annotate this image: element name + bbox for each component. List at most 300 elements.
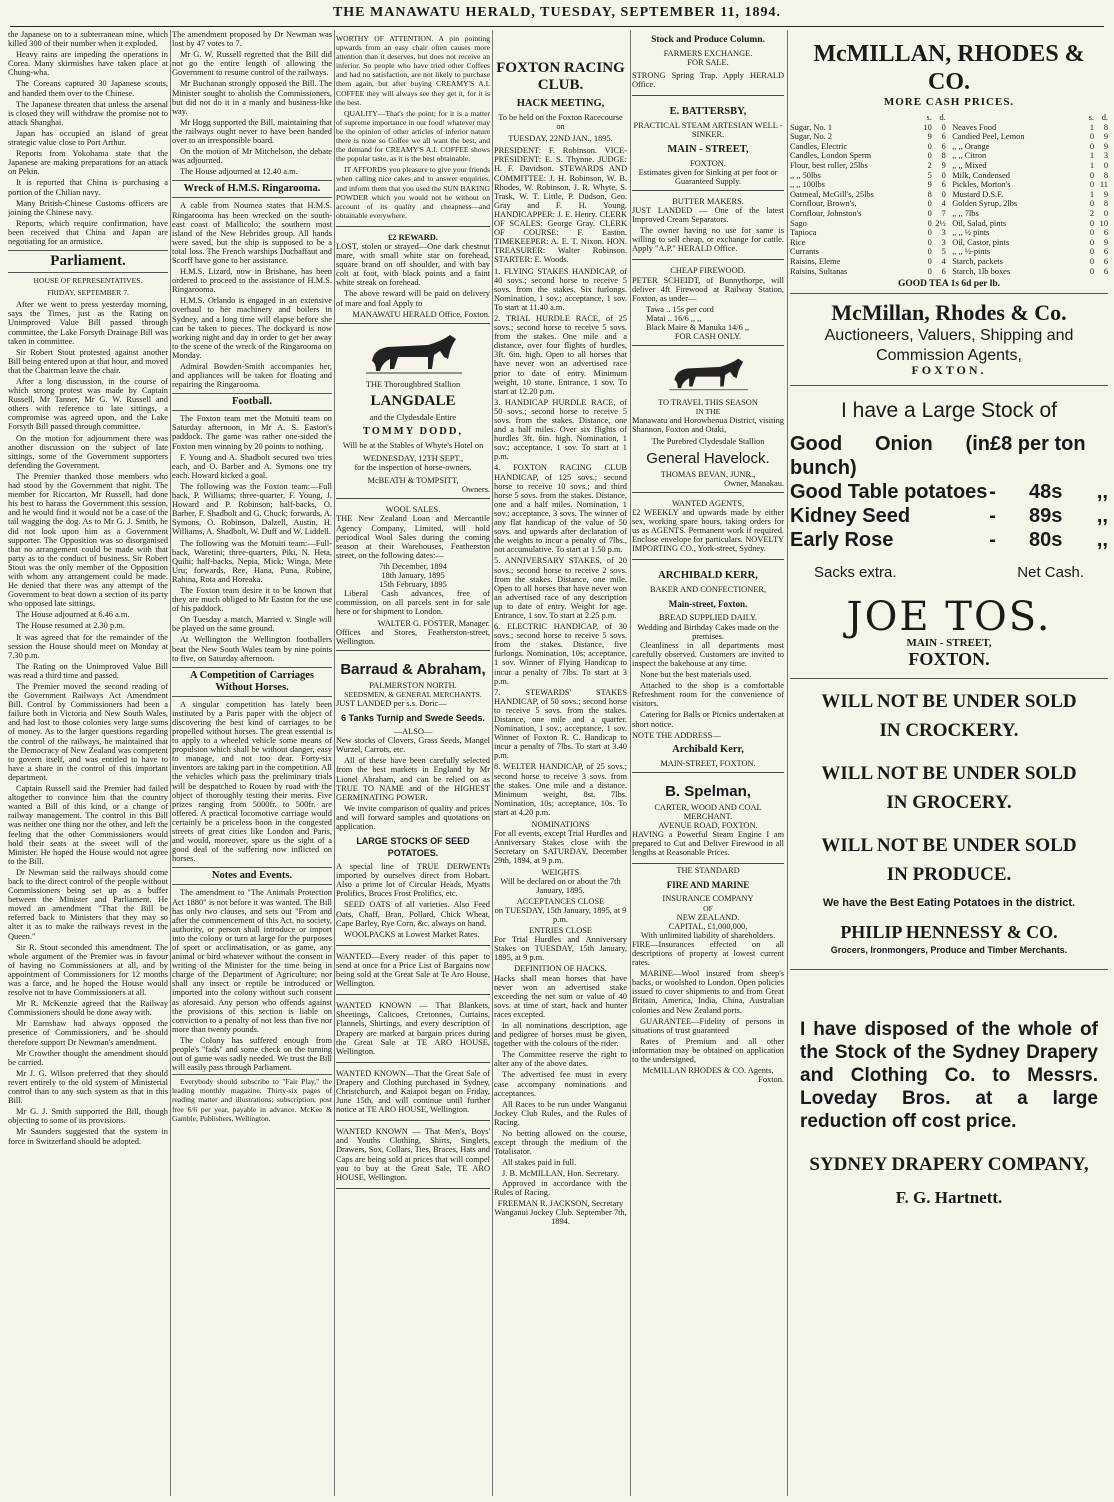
advert-text: PALMERSTON NORTH. [369,680,457,690]
price-item: ,, ,, ½-pints [952,247,991,257]
advert-text: To be held on the Foxton Racecourse on [498,113,623,132]
subheading: FARMERS EXCHANGE. [663,49,753,58]
ditto-mark: ,, [1096,481,1108,504]
article-paragraph: Reports, which require confirmation, have been received that China and Japan are negotiating for an armistice. [8,218,168,246]
article-paragraph: At Wellington the Wellington footballers beat the New South Wales team by nine points to five, on Saturday afternoon. [172,635,332,663]
price-pence: 5 [941,247,946,257]
advert-text: FOXTON. [908,648,990,669]
price-shillings: 8 [927,189,932,199]
advert-text: Archibald Kerr, [672,743,744,755]
advert-text: MARINE—Wool insured from sheep's backs, or woolshed to London. Open policies issued to cover shipments to and from Great Britain, America, India, China, Australian colonies and New Zealand ports. [632,969,784,1015]
price-item: Cornflour, Johnston's [790,209,862,219]
wanted-advert [336,997,490,1063]
dash-separator: - [989,529,996,552]
section-heading: Football. [172,393,332,411]
price-pence: 3 [941,237,946,247]
advert-text: Catering for Balls or Picnics undertaken at short notice. [632,710,784,729]
price-row [952,161,1108,171]
article-paragraph: The amendment proposed by Dr Newman was lost by 47 votes to 7. [172,30,332,49]
article-paragraph: Sir Robert Stout protested against another Bill being entered upon at that hour, and moved that the Chairman leave the chair. [8,347,168,375]
article-paragraph: Mr Saunders suggested that the system in force in Switzerland should be adopted. [8,1127,168,1146]
price-item: Oil, Salad, pints [952,218,1007,228]
section-heading: A Competition of Carriages Without Horses. [172,667,332,697]
produce-price: £8 per ton [990,433,1086,456]
agents-advert [632,495,784,561]
ditto-mark: ,, [1096,505,1108,528]
produce-item: Kidney Seed [790,505,911,528]
advert-text: IN THE [695,407,721,417]
advert-text: 15th February, 1895 [379,580,447,590]
price-row [790,228,946,238]
advert-text: McBEATH & TOMPSITT, [367,476,459,486]
advert-text: 7th December, 1894 [379,561,447,571]
advert-text: Owner, Manakau. [724,478,784,488]
race-entry: 8. WELTER HANDICAP, of 25 sovs.; second horse to receive 3 sovs. from the stakes. One mile and a distance. Minimum weight, 8st. 7lbs. Nomination, 10s; acceptance, 10s. To start at 4.20 p.m. [494,762,627,817]
advert-text: The Purebred Clydesdale Stallion [651,436,765,446]
advert-heading: E. BATTERSBY, [669,106,747,118]
price-pence: 10 [1099,218,1108,228]
advert-heading: WANTED AGENTS, [671,498,745,508]
insurance-advert [632,866,784,1084]
price-pence: 8 [941,151,946,161]
terms-row [790,552,1108,582]
advert-text: FIRE—Insurances effected on all descriptions of property at lowest current rates. [632,939,784,968]
price-pence: 4 [941,199,946,209]
advert-text: and the Clydesdale Entire [369,412,457,422]
price-pence: 0 [1103,161,1108,171]
article-paragraph: The Premier thanked those members who had stood by the Government that night. The member for Riccarton, Mr Russell, had done his best to harass the Government this session, and he would find it would not be a case of the tail wagging the dog. As to Mr G. J. Smith, he did not look upon him as a Government supporter. The Opposition was so disorganised that no arrangement could be made with that party as to the conduct of business. Sir Robert Stout was the only member of the Opposition with whom any arrangement could be made. He denied that there was any attempt of the Government to beat down a section of its party who opposed late sittings. [8,471,168,609]
article-paragraph: On the motion of Mr Mitchelson, the debate was adjourned. [172,147,332,166]
price-row [952,209,1108,219]
price-row: Matai .. 16/6 ,, ,, [646,313,702,323]
price-pence: 6 [1103,228,1108,238]
advert-text: LARGE STOCKS OF SEED POTATOES. [356,836,470,859]
advert-heading: BUTTER MAKERS. [672,196,744,206]
masthead: THE MANAWATU HERALD, TUESDAY, SEPTEMBER 11, 1894. [332,5,782,20]
article-paragraph: The House adjourned at 12.40 a.m. [180,167,298,177]
advert-text: Offices and Stores, Featherston-street, Wellington. [336,627,490,646]
price-pence: 9 [1103,132,1108,142]
advert-heading: I have a Large Stock of [841,399,1057,423]
price-pence: 6 [1103,247,1108,257]
column-5 [632,30,784,1496]
price-row [790,151,946,161]
price-shillings: 0 [1089,218,1094,228]
price-shillings: 0 [927,266,932,276]
advert-text: £2 WEEKLY and upwards made by either sex, working spare hours, taking orders for us as AGENTS. Permanent work if required. Enclose envelope for particulars. NOVELTY IMPORTING CO., York-street, Sydney. [632,507,784,554]
advert-text: FOXTON. [911,363,987,378]
advert-text: NEW ZEALAND. [676,912,740,922]
advert-heading: NOMINATIONS [531,820,590,830]
price-item: ,, ,, 100lbs [790,180,825,190]
article-paragraph: Heavy rains are impeding the operations in Corea. Many skirmishes have taken place at Chung-wha. [8,50,168,78]
pence-header: d. [1101,113,1108,123]
advert-text: CAPITAL, £1,000,000, [668,921,748,931]
stallion-name: TOMMY DODD, [362,425,464,437]
advert-text: For Trial Hurdles and Anniversary Stakes on TUESDAY, 15th January, 1895, at 9 p.m. [494,935,627,963]
price-item: Neaves Food [952,122,997,132]
price-item: ,, ,, 7lbs [952,209,979,219]
article-paragraph: Mr G. J. Smith supported the Bill, though objecting to some of its provisions. [8,1107,168,1126]
advert-text: The advertised fee must in every case accompany nominations and acceptances. [494,1070,627,1098]
advert-heading: PHILIP HENNESSY & CO. [840,921,1058,942]
advert-text: Attached to the shop is a comfortable Refreshment room for the convenience of visitors. [632,681,784,709]
price-row [790,209,946,219]
price-shillings: 9 [927,180,932,190]
price-item: ,, ,, Mixed [952,161,987,171]
price-item: ,, ,, ½ pints [952,228,990,238]
top-rule [10,26,1104,27]
produce-price-row [790,504,1108,528]
wanted-advert [336,1123,490,1189]
advert-text: We invite comparison of quality and prices and will forward samples and quotations on application. [336,803,490,831]
advert-text: NOTE THE ADDRESS— [632,730,721,740]
advert-heading: FOXTON RACING CLUB. [496,60,625,93]
price-shillings: 0 [927,228,932,238]
advert-text: PRACTICAL STEAM ARTESIAN WELL - SINKER. [633,121,783,140]
price-shillings: 0 [1089,247,1094,257]
advert-text: Will be declared on or about the 7th January, 1895. [500,876,621,895]
price-row [790,190,946,200]
advert-text: Cleanliness in all departments most carefully observed. Customers are invited to inspect the bakehouse at any time. [632,640,784,668]
article-paragraph: A cable from Noumea states that H.M.S. Ringarooma has been wrecked on the south-east coast of Mallicolo; the southern most island of the New Hebrides group. All hands were saved, but the ship is supposed to be a total loss. The French warships Duchaffaut and Scorff have gone to her assistance. [172,201,332,265]
price-shillings: 5 [927,170,932,180]
advert-text: For all events, except Trial Hurdles and Anniversary Stakes close with the Secretary on SATURDAY, December 29th, 1894, at 9 p.m. [494,829,627,866]
price-item: Raisins, Sultanas [790,266,848,276]
advert-text: THE Thoroughbred Stallion [365,379,461,389]
produce-item: Good Table potatoes [790,481,988,504]
price-pence: 6 [941,141,946,151]
produce-price-row [790,432,1108,480]
shillings-header: s. [1088,113,1094,123]
price-shillings: 1 [1089,122,1094,132]
advert-heading: CHEAP FIREWOOD. [670,266,746,276]
produce-price-row [790,528,1108,552]
advert-text: Owners. [461,485,490,495]
race-entry: 3. HANDICAP HURDLE RACE, of 50 sovs.; second horse to receive 5 sovs. from the stakes. Distance, one and a half miles. Over six flights of hurdles 3ft. 6in. high. Nomination, 1 sov.; acceptance, 1 sov. To start at 1 p.m. [494,397,627,462]
advert-text: Main-street, Foxton. [668,599,748,610]
article-paragraph: The Japanese threaten that unless the arsenal is closed they will withdraw the promise not to attack Shanghai. [8,99,168,127]
advert-text: INSURANCE COMPANY [662,894,754,904]
article-paragraph: The Coreans captured 30 Japanese scouts, and handed them over to the Chinese. [8,79,168,98]
dash-separator: - [989,505,996,528]
price-table-left [790,113,946,276]
section-heading: Parliament. [8,250,168,273]
price-row [790,161,946,171]
stallion-name: General Havelock. [646,449,770,467]
advert-text: JUST LANDED per s.s. Doric— [336,698,447,708]
price-shillings: 0 [927,257,932,266]
price-row [790,132,946,142]
advert-text: WOOLPACKS at Lowest Market Rates. [344,929,480,939]
advert-heading: ARCHIBALD KERR, [658,570,758,582]
price-item: ,, ,, Citron [952,151,987,161]
shillings-header: s. [926,113,932,123]
advert-heading: JOE TOS. [846,594,1052,641]
advert-heading: McMillan, Rhodes & Co. [831,300,1067,326]
advert-text: Grocers, Ironmongers, Produce and Timber Merchants. [830,944,1068,955]
advert-text: McMILLAN RHODES & CO. Agents, [642,1066,774,1076]
price-shillings: 9 [927,132,932,142]
price-row [952,142,1108,152]
pence-header: d. [939,113,946,123]
advert-text: WALTER G. FOSTER, Manager. [377,618,490,628]
column-divider [170,30,171,1496]
price-shillings: 0 [927,237,932,247]
price-row [952,199,1108,209]
advert-text: OF [703,903,713,913]
advert-text: I have disposed of the whole of the Stock of the Sydney Drapery and Clothing Co. to Messrs. Loveday Bros. at a large reduction off cost price. [800,1018,1098,1132]
price-pence: 0 [941,189,946,199]
price-pence: 9 [1103,189,1108,199]
price-pence: 3 [941,228,946,238]
advert-heading: WEIGHTS [541,867,580,877]
price-item: Candied Peel, Lemon [952,132,1025,142]
price-pence: 8 [1103,122,1108,132]
price-row [790,142,946,152]
price-item: Sago [790,218,807,228]
advert-heading: HACK MEETING, [516,98,605,109]
article-paragraph: Reports from Yokohama state that the Japanese are making preparations for an attack on Pekin. [8,149,168,177]
article-paragraph: Many British-Chinese Customs officers are joining the Chinese navy. [8,198,168,217]
produce-price: 48s [1029,481,1063,504]
advert-text: Liberal Cash advances, free of commission, on all parcels sent in for sale here or for shipment to London. [336,589,490,617]
produce-price: 80s [1029,529,1063,552]
article-paragraph: Mr Hogg supported the Bill, maintaining that the railways ought never to have been handed over to an irresponsible board. [172,117,332,146]
price-shillings: 0 [927,141,932,151]
horse-illustration [358,333,468,377]
article-paragraph: F. Young and A. Shadbolt secured two tries each, and O. Barber and A. Symons one try each. Howard kicked a goal. [172,452,332,480]
advert-text: New stocks of Clovers, Grass Seeds, Mangel Wurzel, Carrots, etc. [336,736,490,755]
advert-heading: DEFINITION OF HACKS. [514,964,607,974]
article-paragraph: The following was the Motuiti team:—Full-back, Waretini; three-quarters, Piki, N. Heta, Quihi; half-backs, Nepia, Mick; Winga, Mete Uru; forwards, Ree, Hana, Puna, Rubine, Rahina, Rota and Horeaka. [172,538,332,584]
article-paragraph: Mr G. W. Russell regretted that the Bill did not go the entire length of allowing the Government to resume control of the railways. [172,50,332,78]
firewood-advert [632,262,784,346]
price-row [952,267,1108,277]
ditto-mark: ,, [1096,529,1108,552]
price-shillings: 1 [1089,189,1094,199]
price-item: Pickles, Morton's [952,180,1011,190]
advert-text: MAIN - STREET, [906,637,992,650]
price-item: Candles, Electric [790,141,848,151]
advert-text: PETER SCHEIDT, of Bunnythorpe, will deliver 4ft Firewood at Railway Station, Foxton, as under— [632,275,784,303]
column-divider [492,30,493,1496]
section-heading: Stock and Produce Column. [651,35,765,45]
advert-text: Wedding and Birthday Cakes made on the premises. [637,622,779,641]
advert-heading: WILL NOT BE UNDER SOLD IN CROCKERY. [821,690,1077,741]
price-pence: 9 [941,161,946,171]
spelman-advert [632,775,784,865]
column-divider [334,30,335,1496]
price-pence: 6 [1103,266,1108,276]
column-2 [172,30,332,1496]
article-paragraph: It was agreed that for the remainder of the session the House should meet on Monday at 7.30 p.m. [8,632,168,660]
article-paragraph: Captain Russell said the Premier had failed altogether to convince him that the country wanted a Bill of this kind, or a change of railway management. The control in this Bill was neither one thing nor the other, and left the feeling that the other Commissioners would hold their seats at the sweet will of the Minister. He hoped the House would not agree to the Bill. [8,784,168,866]
advert-text: Rates of Premium and all other information may be obtained on application to the undersigned, [632,1036,784,1065]
price-row [790,199,946,209]
price-item: Starch, 1lb boxes [952,266,1011,276]
price-item: Mustard D.S.F. [952,189,1004,199]
advert-text: SEEDSMEN, & GENERAL MERCHANTS. [344,689,482,699]
price-shillings: 0 [1089,266,1094,276]
price-pence: 9 [1103,141,1108,151]
advert-text: for the inspection of horse-owners. [354,463,472,473]
advert-text: BAKER AND CONFECTIONER, [649,585,767,595]
article-paragraph: It is reported that China is purchasing a portion of the Chilian navy. [8,178,168,197]
race-entry: 1. FLYING STAKES HANDICAP, of 40 sovs.; second horse to receive 5 sovs. from the stakes. Six furlongs. Nomination, 1 sov.; acceptance, 1 sov. To start at 11.40 a.m. [494,266,627,312]
advert-heading: ACCEPTANCES CLOSE [516,896,605,906]
article-paragraph: The Foxton team desire it to be known that they are much obliged to Mr Easton for the use of his paddock. [172,585,332,614]
price-row [790,219,946,229]
section-heading: Notes and Events. [172,867,332,885]
article-paragraph: Japan has occupied an island of great strategic value close to Port Arthur. [8,128,168,148]
advert-text: WANTED KNOWN—That the Great Sale of Drapery and Clothing purchased in Sydney, Christchurch, and Kaiapoi began on Friday, June 15th, and will continue until further notice at TE ARO HOUSE, Wellington. [336,1068,490,1115]
price-pence: 8 [1103,170,1108,180]
price-row [952,228,1108,238]
advert-text: THE STANDARD [676,866,740,876]
dash-separator: - [989,481,996,504]
advert-text: MANAWATU HERALD Office, Foxton. [352,309,490,319]
signature: J. B. McMILLAN, Hon. Secretary. [502,1169,619,1179]
price-table-right [952,113,1108,276]
advert-heading: WOOL SALES. [385,505,441,515]
article-paragraph: Dr Newman said the railways should come back to the direct control of the people without Commissioners being set up as a buffer between the Minister and Parliament. He moved an amendment "That the Bill be referred back to Ministers that they may so alter it as to make the railways revest in the Queen." [8,867,168,941]
advert-heading: WILL NOT BE UNDER SOLD IN PRODUCE. [821,834,1077,885]
article-paragraph: Mr J. G. Wilson preferred that they should revert entirely to the old system of Ministerial control than to any such system as that in this Bill. [8,1068,168,1106]
advert-text: None but the best materials used. [640,670,752,680]
price-row [790,267,946,277]
price-shillings: 0 [927,209,932,219]
price-item: Golden Syrup, 2lbs [952,199,1018,209]
price-item: ,, ,, Orange [952,141,990,151]
price-item: Flour, best roller, 25lbs [790,161,868,171]
advert-text: The above reward will be paid on delivery of mare and foal Apply to [336,289,490,308]
price-pence: 8 [1103,199,1108,209]
race-entry: 2. TRIAL HURDLE RACE, of 25 sovs.; second horse to receive 5 sovs. from the stakes. One mile and a distance, over four flights of hurdles, 3ft. 6in. high. Open to all horses that have never won an advertised race prior to date of entry. Minimum weight, 10 stone. Entrance, 1 sov. To start at 12.20 p.m. [494,313,627,396]
advert-text: In all nominations description, age and pedigree of horses must be given, together with the colours of the rider. [494,1021,627,1049]
article-paragraph: On the motion for adjournment there was another discussion on the subject of late sittings, some of the Government supporters defending the Government. [8,433,168,470]
article-paragraph: A singular competition has lately been instituted by a Paris paper with the object of discovering the best kind of carriages to be propelled without horses. The great essential is to apply to a wheeled vehicle some means of propulsion which shall be without danger, easy to manage, and not too dear. Forty-six inventors are taking part in the competition. All the vehicles which pass the preliminary trials will be despatched to Rouen by road with the object of thoroughly testing their merits. Five prizes ranging from 5000fr. to 500fr. are offered. A practical locomotive carriage would certainly be a priceless boon in the congested streets of great cities like London and Paris, and would, moreover, spare us the sight of a good deal of the suffering now inflicted on horses. [172,699,332,864]
wanted-advert [336,1065,490,1121]
price-shillings: 1 [1089,161,1094,171]
article-paragraph: Everybody should subscribe to "Fair Play," the leading monthly magazine. Thirty-six pages of reading matter and illustrations; subscription, post free 6/6 per year, payable in advance. McKee & Gamble, Publishers, Wellington. [172,1074,332,1122]
price-row [952,180,1108,190]
advert-text: Net Cash. [1017,564,1084,582]
advert-text: All Races to be run under Wanganui Jockey Club Rules, and the Rules of Racing. [494,1099,627,1127]
price-row [952,151,1108,161]
price-shillings: 0 [1089,199,1094,209]
price-pence: 4 [941,257,946,266]
produce-advert [790,385,1108,669]
price-item: Milk, Condensed [952,170,1010,180]
advert-text: No betting allowed on the course, except through the medium of the Totalisator. [494,1129,627,1157]
advert-text: GUARANTEE—Fidelity of persons in situations of trust guaranteed [632,1016,784,1035]
advert-text: MAIN-STREET, FOXTON. [660,758,756,768]
price-lists [790,113,1108,276]
column-1 [8,30,168,1496]
race-entry: 5. ANNIVERSARY STAKES, of 20 sovs.; second horse to receive 2 sovs. from the stakes. Distance, one mile. Open to all horses that have never won an advertised race of any description up to date of entry. Weight for age. Entrance, 1 sov. To start at 2.25 p.m. [494,556,627,620]
advert-text: A special line of TRUE DERWENTs imported by ourselves direct from Hobart. Also a prime lot of Circular Heads, Myatts Prolifics, Bruces Frost Prolifics, etc. [336,862,490,899]
article-paragraph: The Colony has suffered enough from people's "fads" and some check on the turning out of game was sadly needed. We trust the Bill will easily pass through Parliament. [172,1035,332,1073]
stallion-advert [632,348,784,493]
advert-text: We have the Best Eating Potatoes in the district. [822,896,1076,909]
advert-text: FOR CASH ONLY. [674,332,742,342]
advert-text: The Committee reserve the right to alter any of the above dates. [494,1050,627,1069]
price-pence: 3 [1103,151,1108,161]
advert-subheading: MORE CASH PRICES. [883,96,1015,108]
article-paragraph: Mr Buchanan strongly opposed the Bill. The Minister sought to abolish the Commissioners, but did not do it in a manly and business-like way. [172,79,332,116]
advert-heading: McMILLAN, RHODES & CO. [813,41,1085,95]
date-line: FRIDAY, SEPTEMBER 7. [47,288,129,298]
price-row [952,238,1108,248]
article-paragraph: The House resumed at 2.30 p.m. [16,621,125,631]
signature: FREEMAN R. JACKSON, Secretary Wanganui Jockey Club. September 7th, 1894. [494,1198,627,1226]
advert-text: 6 Tanks Turnip and Swede Seeds. [341,713,485,724]
price-item: Oatmeal, McGill's, 25lbs [790,189,874,199]
advert-text: Foxton. [758,1075,784,1085]
race-entry: 7. STEWARDS' STAKES HANDICAP, of 50 sovs.; second horse to receive 5 sovs. from the stakes. Distance, one mile and a quarter. Nomination, 1 sov.; acceptance, 1 sov. Winner of Foxton R. C. Handicap to incur a penalty of 7lbs. To start at 3.40 p.m. [494,687,627,761]
article-paragraph: The amendment to "The Animals Protection Act 1880" is not before it was wanted. The Bill has only two clauses, and sets out "From and after the commencement of this Act, no society, authority, or person shall introduce or import into the colony or turn at large for the purposes of sport or acclimatisation, or as game, any animal or bird whatever without the consent in writing of the Minister for the time being in charge of the Department of Agriculture; nor shall any insect or reptile be introduced or imported into the colony without such consent as aforesaid. Any person who offends against the provisions of this section is liable on conviction to a penalty of not less than five nor more than twenty pounds. [172,888,332,1034]
article-paragraph: The House adjourned at 6.46 a.m. [16,610,130,620]
price-row [790,180,946,190]
column-3 [336,30,490,1496]
price-row [952,247,1108,257]
price-item: Sugar, No. 2 [790,132,833,142]
price-shillings: 0 [927,151,932,161]
battersby-advert [632,98,784,190]
price-item: Raisins, Eleme [790,257,841,266]
hennessy-advert [790,678,1108,969]
column-divider [630,30,631,1496]
advert-heading: ENTRIES CLOSE [528,926,593,936]
advert-text: Auctioneers, Valuers, Shipping and Commission Agents, [824,327,1074,365]
advert-text: Estimates given for Sinking at per foot or Guaranteed Supply. [638,167,778,186]
price-shillings: 0 [1089,228,1094,238]
advert-text: All of these have been carefully selected from the best markets in England by Mr Lionel Abraham, and can be relied on as TRUE TO NAME and of the HIGHEST GERMINATING POWER. [336,756,490,802]
price-shillings: 1 [1089,151,1094,161]
price-pence: 6 [1103,257,1108,266]
price-row [952,257,1108,267]
price-item: Candles, London Sperm [790,151,872,161]
advert-heading: SYDNEY DRAPERY COMPANY, [809,1153,1089,1175]
price-shillings: 0 [1089,132,1094,142]
advert-text: WEDNESDAY, 12TH SEPT., [362,454,464,463]
wool-advert [336,501,490,650]
advert-text: CARTER, WOOD AND COAL MERCHANT. [654,802,762,821]
article-paragraph: Mr R. McKenzie agreed that the Railway Commissioners should be done away with. [8,999,168,1018]
price-item: Sugar, No. 1 [790,122,833,132]
article-paragraph: Sir R. Stout seconded this amendment. The whole argument of the Premier was in favour of having no Commissioners at all, and by appointment of Commissioners for 12 months was a farce, and he hoped the House would resolve not to have Commissioners at all. [8,942,168,998]
price-pence: 6 [941,266,946,276]
advert-text: Approved in accordance with the Rules of Racing. [494,1178,627,1197]
produce-item: Early Rose [790,529,894,552]
price-shillings: 0 [1089,170,1094,180]
price-row: Tawa .. 15s per cord [646,304,714,314]
price-item: ,, ,, 50lbs [790,170,821,180]
advert-text: Hacks shall mean horses that have never won an advertised stake exceeding the net sum or value of 40 sovs. at time of start, hack and hunter races excepted. [494,973,627,1019]
advert-text: Manawatu and Horowhenua District, visiting Shannon, Foxton and Otaki, [632,416,784,435]
produce-item: Good Onion (in bunch) [790,433,990,480]
price-row [952,219,1108,229]
price-shillings: 10 [923,122,932,132]
price-row [790,238,946,248]
advert-text: QUALITY—That's the point; for it is a matter of supreme importance in our food! whatever may be the opinion of other articles of inferior nature there is none so Coffee we all want the best, and the demand for CREAMY'S A.I. COFFEE shows the popular taste, as it is the best obtainable. [336,108,490,164]
advert-text: 18th January, 1895 [381,571,445,581]
advert-heading: FIRE AND MARINE [666,880,750,891]
advert-text: WANTED—Every reader of this paper to send at once for a Price List of Bargains now being sold at the Great Sale at Te Aro House, Wellington. [336,951,490,989]
article-paragraph: The Premier moved the second reading of the Government Railways Act Amendment Bill. Control by Commissioners had been a failure both in Victoria and New South Wales, and had lost to those colonies very large sums of money. As to the larger questions regarding the control of the railways, he maintained that the Democracy of New Zealand was competent to govern itself, and was entitled to have to have a share in the control of this important department. [8,682,168,782]
article-paragraph: The Rating on the Unimproved Value Bill was read a third time and passed. [8,661,168,680]
